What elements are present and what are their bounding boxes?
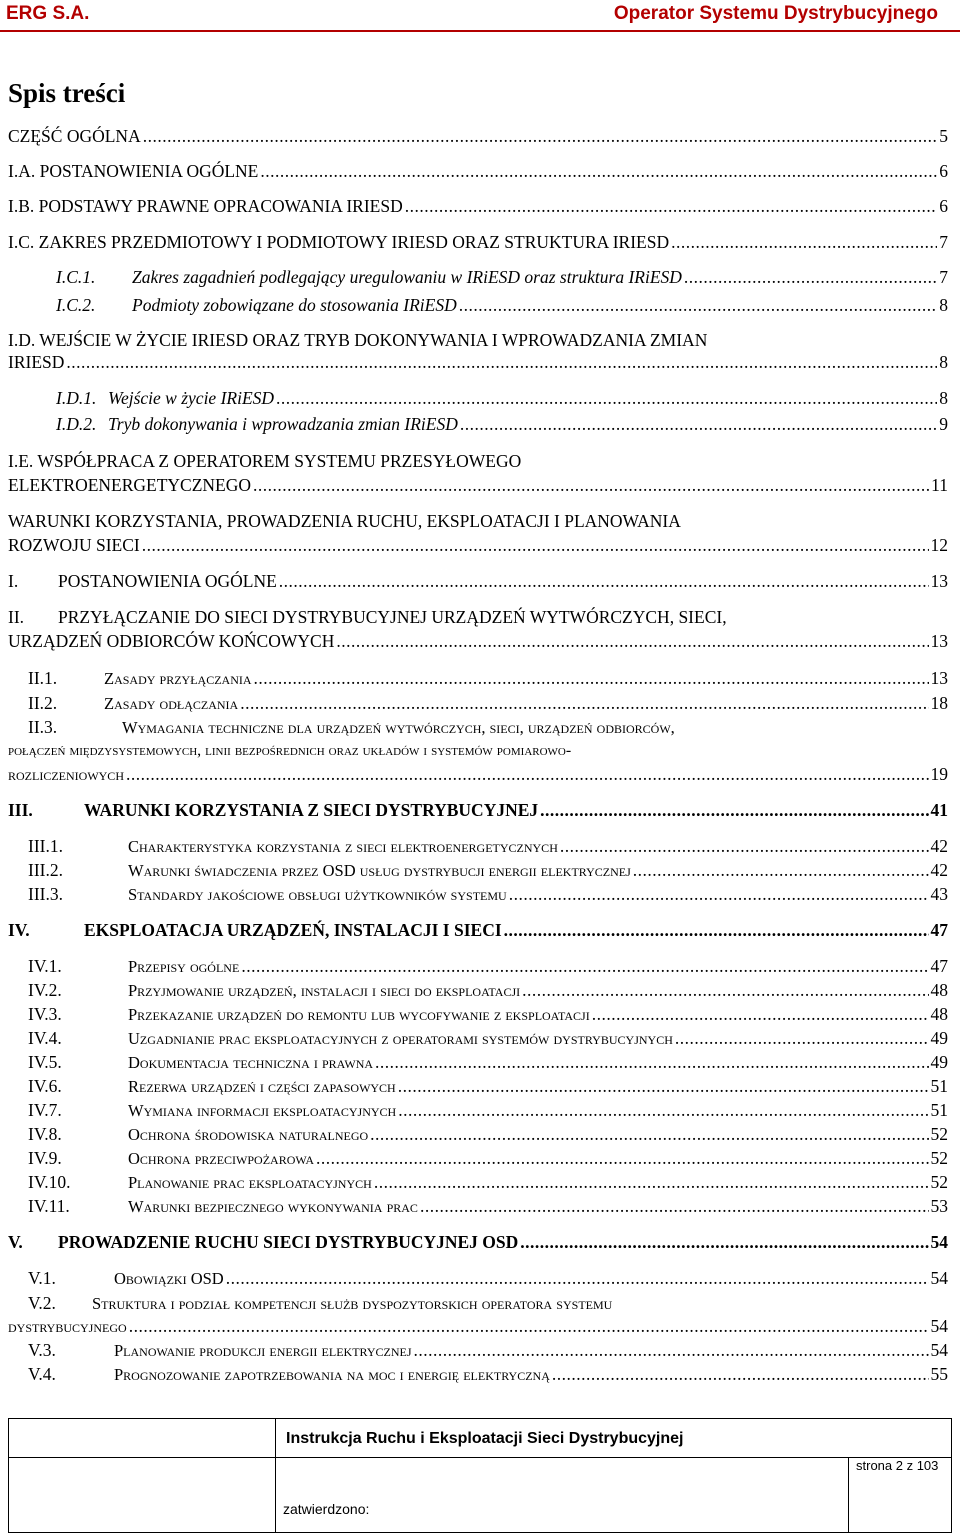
footer-approved-label: zatwierdzono: [283, 1501, 370, 1517]
toc-entry-text: Ochrona środowiska naturalnego [128, 1125, 369, 1144]
toc-entry-text: I.C. ZAKRES PRZEDMIOTOWY I PODMIOTOWY IRIESD ORAZ STRUKTURA IRIESD [8, 232, 670, 252]
toc-entry-page: 49 [930, 1028, 948, 1048]
toc-entry[interactable] [28, 1147, 948, 1169]
toc-entry[interactable] [28, 1099, 948, 1121]
toc-entry-page: 13 [930, 571, 948, 591]
toc-entry-text: Planowanie prac eksploatacyjnych [128, 1173, 372, 1192]
toc-entry-number: I. [8, 571, 19, 591]
toc-entry-page: 6 [939, 161, 948, 181]
toc-entry[interactable] [8, 630, 948, 652]
toc-entry-number: IV.3. [28, 1004, 62, 1024]
toc-entry[interactable] [28, 1123, 948, 1145]
toc-leader [398, 1099, 928, 1121]
toc-entry-text: PRZYŁĄCZANIE DO SIECI DYSTRYBUCYJNEJ URZĄDZEŃ WYTWÓRCZYCH, SIECI, [58, 607, 727, 627]
toc-entry-number: IV. [8, 920, 30, 940]
toc-leader [279, 570, 929, 592]
toc-entry-text: Wejście w życie IRiESD [108, 388, 275, 408]
toc-entry-text: Planowanie produkcji energii elektrycznej [114, 1341, 412, 1360]
toc-entry[interactable] [56, 413, 948, 435]
toc-leader [276, 387, 937, 409]
toc-entry-number: V.4. [28, 1364, 56, 1384]
toc-entry-text: Wymagania techniczne dla urządzeń wytwórczych, sieci, urządzeń odbiorców, [122, 718, 675, 737]
toc-entry-page: 52 [930, 1148, 948, 1168]
toc-entry-number: IV.5. [28, 1052, 62, 1072]
toc-entry[interactable] [28, 1267, 948, 1289]
toc-entry-page: 9 [939, 414, 948, 434]
toc-leader [684, 266, 937, 288]
toc-entry-page: 48 [930, 980, 948, 1000]
toc-entry-page: 19 [930, 764, 948, 784]
toc-entry[interactable] [8, 919, 948, 941]
toc-leader [375, 1051, 928, 1073]
toc-leader [460, 413, 937, 435]
toc-leader [509, 883, 929, 905]
toc-entry-text: połączeń międzysystemowych, linii bezpośrednich oraz układów i systemów pomiarowo- [8, 742, 572, 759]
toc-entry-page: 8 [939, 295, 948, 315]
toc-entry-text: URZĄDZEŃ ODBIORCÓW KOŃCOWYCH [8, 631, 335, 651]
page-header [0, 0, 960, 30]
toc-entry[interactable] [8, 351, 948, 373]
toc-entry[interactable] [28, 667, 948, 689]
footer-divider [8, 1457, 952, 1458]
toc-leader [254, 667, 929, 689]
toc-entry[interactable] [28, 1027, 948, 1049]
toc-entry[interactable] [28, 835, 948, 857]
toc-leader [260, 160, 937, 182]
toc-entry-page: 5 [939, 126, 948, 146]
toc-entry-page: 54 [930, 1232, 948, 1252]
toc-entry-page: 12 [930, 535, 948, 555]
toc-entry-text: Zasady odłączania [104, 694, 239, 713]
toc-entry-page: 8 [939, 388, 948, 408]
toc-entry-text: dystrybucyjnego [8, 1317, 127, 1336]
toc-entry-page: 52 [930, 1172, 948, 1192]
toc-entry-number: III.2. [28, 860, 63, 880]
toc-entry-text: EKSPLOATACJA URZĄDZEŃ, INSTALACJI I SIECI [84, 920, 502, 940]
toc-entry[interactable] [8, 1231, 948, 1253]
toc-entry-text: WARUNKI KORZYSTANIA, PROWADZENIA RUCHU, EKSPLOATACJI I PLANOWANIA [8, 511, 681, 531]
toc-entry-text: Zasady przyłączania [104, 669, 252, 688]
toc-entry-number: II.2. [28, 693, 58, 713]
toc-entry-text: Rezerwa urządzeń i części zapasowych [128, 1077, 396, 1096]
toc-entry-text [28, 1292, 960, 1315]
toc-entry-page: 7 [939, 267, 948, 287]
toc-leader [129, 1315, 929, 1337]
toc-entry[interactable] [8, 160, 948, 182]
toc-entry-text [8, 606, 948, 628]
footer-divider [275, 1419, 276, 1532]
toc-entry-page: 41 [930, 800, 948, 820]
toc-entry-page: 54 [930, 1268, 948, 1288]
toc-entry-page: 43 [930, 884, 948, 904]
toc-entry-page: 52 [930, 1124, 948, 1144]
toc-entry-text: Uzgadnianie prac eksploatacyjnych z operatorami systemów dystrybucyjnych [128, 1029, 673, 1048]
toc-entry-number: IV.9. [28, 1148, 62, 1168]
toc-entry-page: 49 [930, 1052, 948, 1072]
toc-entry[interactable] [56, 266, 948, 288]
toc-entry-page: 18 [930, 693, 948, 713]
toc-entry-page: 54 [930, 1340, 948, 1360]
toc-leader [671, 231, 937, 253]
toc-entry-text: ELEKTROENERGETYCZNEGO [8, 475, 252, 495]
toc-entry-text: Struktura i podział kompetencji służb dyspozytorskich operatora systemu [92, 1294, 613, 1313]
toc-leader [370, 1123, 928, 1145]
toc-entry-text: I.D. WEJŚCIE W ŻYCIE IRIESD ORAZ TRYB DOKONYWANIA I WPROWADZANIA ZMIAN [8, 330, 708, 350]
toc-entry-text: Przepisy ogólne [128, 957, 240, 976]
toc-entry-text [28, 716, 960, 739]
toc-entry-page: 48 [930, 1004, 948, 1024]
toc-entry-page: 13 [930, 631, 948, 651]
toc-entry-page: 42 [930, 836, 948, 856]
toc-entry-text: Prognozowanie zapotrzebowania na moc i energię elektryczną [114, 1365, 550, 1384]
toc-entry-page: 51 [930, 1076, 948, 1096]
toc-entry-page: 11 [931, 475, 948, 495]
toc-entry-page: 42 [930, 860, 948, 880]
toc-entry-text: rozliczeniowych [8, 765, 124, 784]
toc-entry[interactable] [28, 955, 948, 977]
toc-entry[interactable] [8, 799, 948, 821]
toc-entry-number: I.D.2. [56, 414, 97, 434]
toc-leader [420, 1195, 929, 1217]
toc-entry-number: II. [8, 607, 25, 627]
toc-leader [504, 919, 929, 941]
toc-entry[interactable] [28, 1363, 948, 1385]
toc-entry-number: IV.8. [28, 1124, 62, 1144]
toc-leader [142, 534, 929, 556]
toc-entry-number: IV.7. [28, 1100, 62, 1120]
footer-divider [848, 1457, 849, 1532]
toc-entry-text: Warunki świadczenia przez OSD usług dystrybucji energii elektrycznej [128, 861, 631, 880]
toc-leader [226, 1267, 929, 1289]
toc-entry[interactable] [28, 1195, 948, 1217]
toc-entry-text: WARUNKI KORZYSTANIA Z SIECI DYSTRYBUCYJNEJ [84, 800, 539, 820]
toc-entry-text: Obowiązki OSD [114, 1269, 224, 1288]
toc-entry-number: I.D.1. [56, 388, 97, 408]
toc-entry-number: III.3. [28, 884, 63, 904]
toc-entry[interactable] [28, 1003, 948, 1025]
company-name: ERG S.A. [6, 3, 90, 24]
toc-entry-text: Ochrona przeciwpożarowa [128, 1149, 315, 1168]
toc-entry-text: Tryb dokonywania i wprowadzania zmian IRiESD [108, 414, 458, 434]
toc-entry[interactable] [8, 125, 948, 147]
toc-leader [374, 1171, 929, 1193]
toc-entry-text: ROZWOJU SIECI [8, 535, 140, 555]
toc-entry-text: IRIESD [8, 352, 65, 372]
toc-entry-page: 53 [930, 1196, 948, 1216]
toc-entry-text: Dokumentacja techniczna i prawna [128, 1053, 374, 1072]
toc-entry-text: I.A. POSTANOWIENIA OGÓLNE [8, 161, 259, 181]
toc-leader [522, 979, 928, 1001]
toc-entry[interactable] [8, 1315, 948, 1337]
toc-leader [143, 125, 938, 147]
header-divider [0, 30, 960, 32]
toc-entry[interactable] [56, 387, 948, 409]
toc-entry-number: IV.4. [28, 1028, 62, 1048]
toc-entry-text: Standardy jakościowe obsługi użytkowników systemu [128, 885, 507, 904]
toc-entry-number: IV.2. [28, 980, 62, 1000]
toc-entry-number: V.1. [28, 1268, 56, 1288]
toc-entry-page: 47 [930, 956, 948, 976]
toc-entry-number: V.3. [28, 1340, 56, 1360]
operator-role: Operator Systemu Dystrybucyjnego [613, 3, 938, 24]
toc-entry-text: POSTANOWIENIA OGÓLNE [58, 571, 277, 591]
toc-entry-page: 13 [930, 668, 948, 688]
toc-leader [316, 1147, 928, 1169]
toc-leader [126, 763, 929, 785]
toc-entry[interactable] [28, 1075, 948, 1097]
toc-entry[interactable] [56, 294, 948, 316]
toc-leader [414, 1339, 929, 1361]
footer-document-title: Instrukcja Ruchu i Eksploatacji Sieci Dystrybucyjnej [286, 1430, 684, 1447]
toc-entry-page: 6 [939, 196, 948, 216]
toc-leader [253, 474, 929, 496]
toc-entry-text: Wymiana informacji eksploatacyjnych [128, 1101, 397, 1120]
toc-entry-page: 51 [930, 1100, 948, 1120]
toc-entry[interactable] [28, 692, 948, 714]
toc-leader [459, 294, 938, 316]
toc-entry-number: III. [8, 800, 33, 820]
toc-entry-text: Podmioty zobowiązane do stosowania IRiESD [132, 295, 457, 315]
toc-entry-number: II.1. [28, 668, 58, 688]
toc-entry-page: 54 [930, 1316, 948, 1336]
toc-entry[interactable] [8, 231, 948, 253]
toc-leader [241, 955, 928, 977]
toc-entry[interactable] [28, 1051, 948, 1073]
toc-entry-text: Przekazanie urządzeń do remontu lub wycofywanie z eksploatacji [128, 1005, 590, 1024]
toc-entry-page: 47 [930, 920, 948, 940]
toc-entry[interactable] [28, 1339, 948, 1361]
toc-leader [240, 692, 928, 714]
toc-entry-text: Warunki bezpiecznego wykonywania prac [128, 1197, 418, 1216]
toc-entry-number: V.2. [28, 1293, 56, 1313]
toc-entry[interactable] [8, 763, 948, 785]
toc-entry-text: I.E. WSPÓŁPRACA Z OPERATOREM SYSTEMU PRZESYŁOWEGO [8, 451, 522, 471]
toc-leader [592, 1003, 929, 1025]
toc-title: Spis treści [8, 78, 126, 108]
toc-leader [633, 859, 929, 881]
toc-entry-text: I.B. PODSTAWY PRAWNE OPRACOWANIA IRIESD [8, 196, 403, 216]
toc-entry-number: I.C.1. [56, 267, 96, 287]
toc-entry-text: Zakres zagadnień podlegający uregulowaniu w IRiESD oraz struktura IRiESD [132, 267, 682, 287]
toc-entry-number: IV.1. [28, 956, 62, 976]
toc-leader [560, 835, 929, 857]
toc-entry-text: PROWADZENIE RUCHU SIECI DYSTRYBUCYJNEJ OSD [58, 1232, 519, 1252]
toc-entry[interactable] [8, 570, 948, 592]
toc-entry[interactable] [8, 195, 948, 217]
toc-entry-number: V. [8, 1232, 23, 1252]
toc-entry-number: I.C.2. [56, 295, 96, 315]
toc-entry-text: Charakterystyka korzystania z sieci elektroenergetycznych [128, 837, 558, 856]
toc-leader [540, 799, 928, 821]
toc-entry-page: 7 [939, 232, 948, 252]
toc-entry-number: II.3. [28, 717, 58, 737]
toc-entry[interactable] [28, 979, 948, 1001]
toc-entry-number: IV.10. [28, 1172, 71, 1192]
toc-leader [405, 195, 938, 217]
toc-leader [398, 1075, 929, 1097]
toc-leader [336, 630, 928, 652]
toc-leader [66, 351, 937, 373]
toc-entry[interactable] [8, 534, 948, 556]
toc-entry-page: 55 [930, 1364, 948, 1384]
toc-leader [520, 1231, 928, 1253]
toc-entry-page: 8 [939, 352, 948, 372]
toc-entry-text: CZĘŚĆ OGÓLNA [8, 126, 141, 146]
toc-entry[interactable] [8, 474, 948, 496]
toc-entry-number: IV.6. [28, 1076, 62, 1096]
toc-entry[interactable] [28, 859, 948, 881]
toc-entry[interactable] [28, 883, 948, 905]
toc-entry-text: Przyjmowanie urządzeń, instalacji i sieci do eksploatacji [128, 981, 521, 1000]
footer-page-number: strona 2 z 103 [856, 1458, 939, 1473]
toc-leader [552, 1363, 929, 1385]
toc-entry-number: III.1. [28, 836, 63, 856]
toc-entry-number: IV.11. [28, 1196, 70, 1216]
toc-leader [675, 1027, 929, 1049]
toc-entry[interactable] [28, 1171, 948, 1193]
